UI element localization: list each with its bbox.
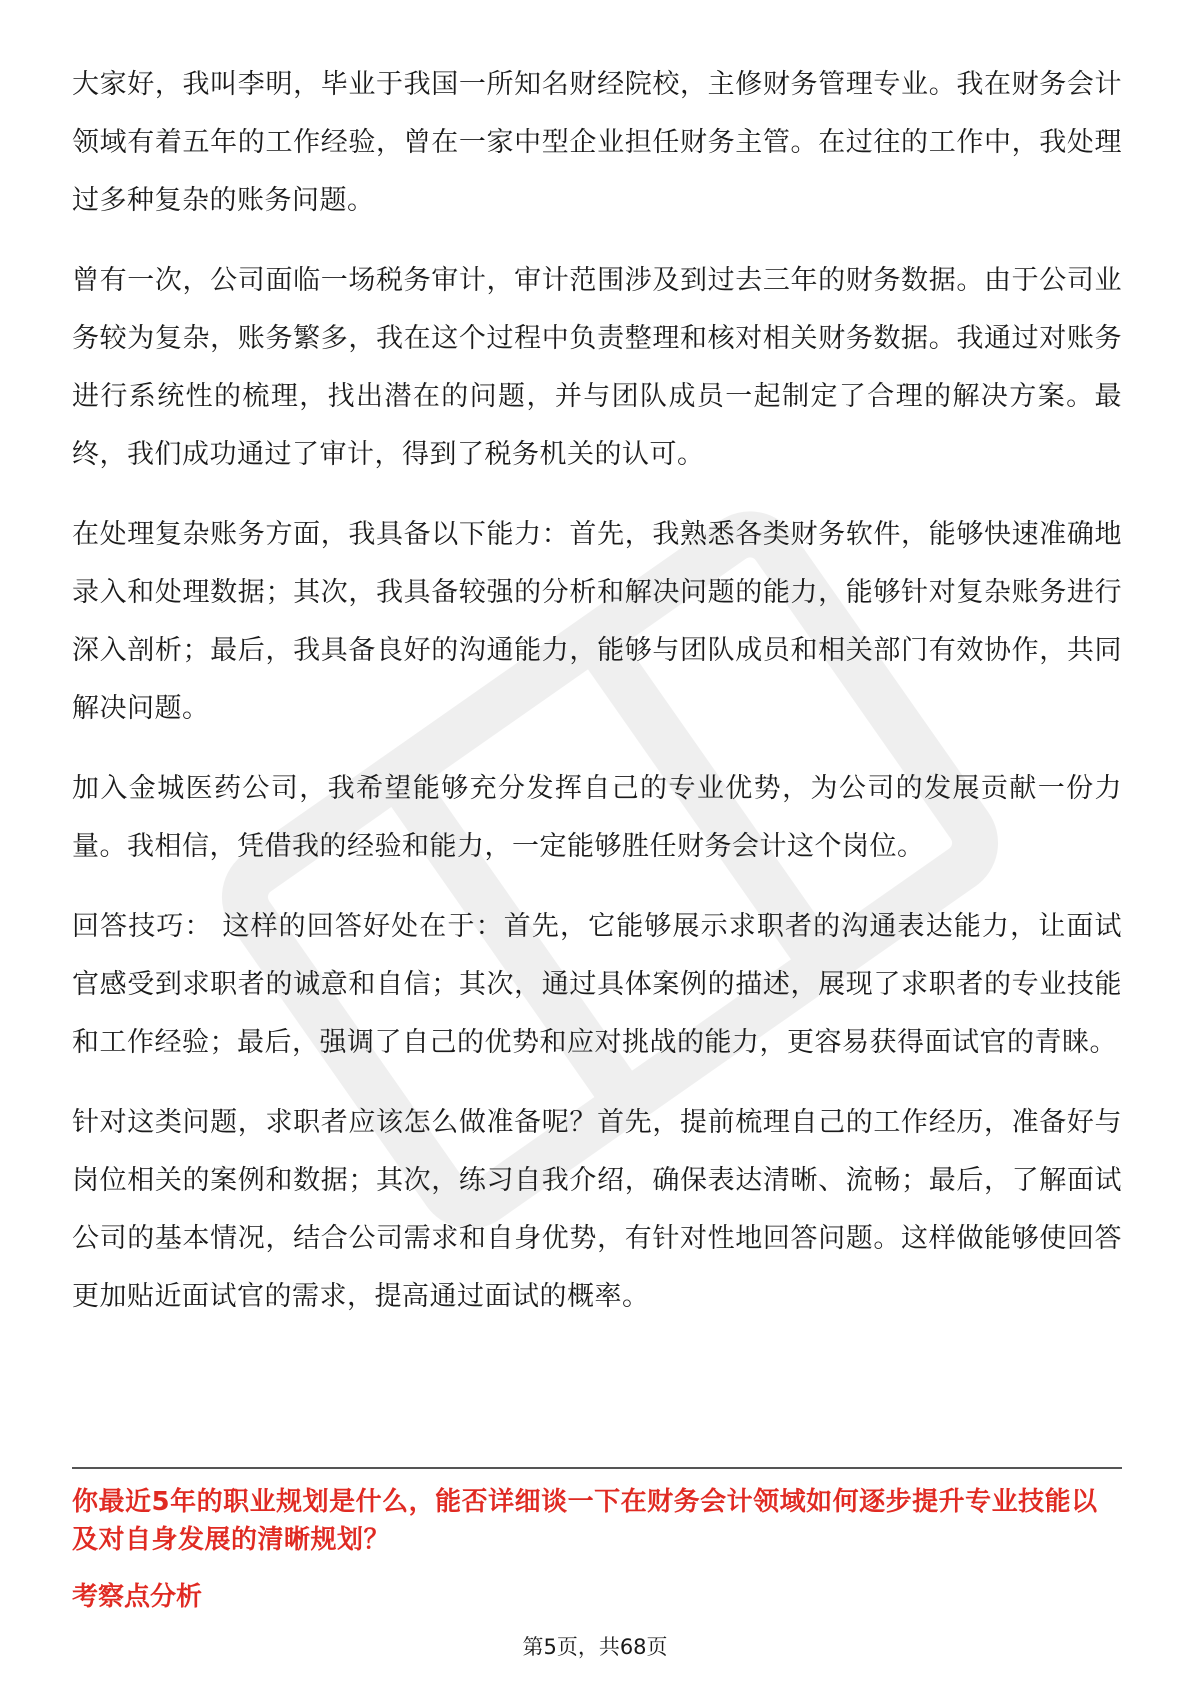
paragraph-answer-tips: 回答技巧： 这样的回答好处在于：首先，它能够展示求职者的沟通表达能力，让面试官感受到求职者的诚意和自信；其次，通过具体案例的描述，展现了求职者的专业技能和工作经验；最后，强调了自己的优势和应对挑战的能力，更容易获得面试官的青睐。 (72, 911, 1122, 1058)
paragraph-self-intro: 大家好，我叫李明，毕业于我国一所知名财经院校，主修财务管理专业。我在财务会计领域有着五年的工作经验，曾在一家中型企业担任财务主管。在过往的工作中，我处理过多种复杂的账务问题。 (72, 69, 1122, 216)
paragraph-abilities: 在处理复杂账务方面，我具备以下能力：首先，我熟悉各类财务软件，能够快速准确地录入和处理数据；其次，我具备较强的分析和解决问题的能力，能够针对复杂账务进行深入剖析；最后，我具备良好的沟通能力，能够与团队成员和相关部门有效协作，共同解决问题。 (72, 519, 1122, 724)
paragraph-audit-case: 曾有一次，公司面临一场税务审计，审计范围涉及到过去三年的财务数据。由于公司业务较为复杂，账务繁多，我在这个过程中负责整理和核对相关财务数据。我通过对账务进行系统性的梳理，找出潜在的问题，并与团队成员一起制定了合理的解决方案。最终，我们成功通过了审计，得到了税务机关的认可。 (72, 265, 1122, 470)
paragraph-motivation: 加入金城医药公司，我希望能够充分发挥自己的专业优势，为公司的发展贡献一份力量。我相信，凭借我的经验和能力，一定能够胜任财务会计这个岗位。 (72, 773, 1122, 862)
interview-question: 你最近5年的职业规划是什么，能否详细谈一下在财务会计领域如何逐步提升专业技能以及对自身发展的清晰规划？ (72, 1487, 1098, 1555)
document-body (72, 56, 1122, 1348)
section-divider (72, 1467, 1122, 1469)
paragraph-preparation: 针对这类问题，求职者应该怎么做准备呢？首先，提前梳理自己的工作经历，准备好与岗位相关的案例和数据；其次，练习自我介绍，确保表达清晰、流畅；最后，了解面试公司的基本情况，结合公司需求和自身优势，有针对性地回答问题。这样做能够使回答更加贴近面试官的需求，提高通过面试的概率。 (72, 1107, 1122, 1312)
section-title-analysis: 考察点分析 (72, 1582, 203, 1612)
page-number: 第5页，共68页 (522, 1635, 668, 1659)
